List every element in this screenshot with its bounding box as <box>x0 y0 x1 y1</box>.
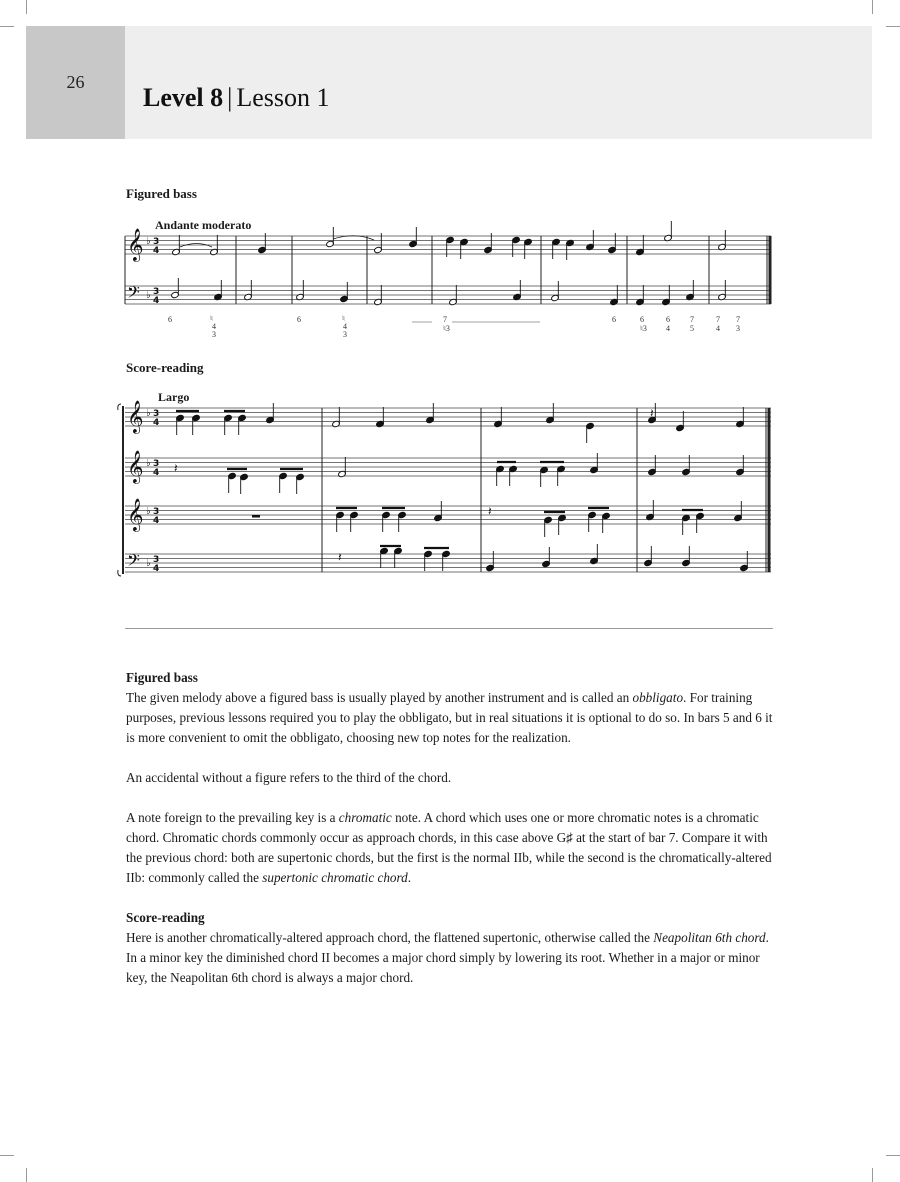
figure-numeral: ♮3 <box>640 324 647 333</box>
figure-numeral: ♮ <box>210 314 213 323</box>
figure-numeral: 4 <box>666 324 670 333</box>
time-signature: 3 <box>153 507 160 517</box>
figure-numeral: 6 <box>168 315 172 324</box>
title-separator: | <box>227 83 233 112</box>
time-signature: 3 <box>153 555 160 565</box>
figured-bass-tempo: Andante moderato <box>155 218 252 232</box>
figure-numeral: 3 <box>343 330 347 339</box>
score-reading-tempo: Largo <box>158 390 190 404</box>
flat-icon: ♭ <box>146 236 151 247</box>
paragraph-neapolitan: Here is another chromatically-altered approach chord, the flattened supertonic, otherwise called the Neapolitan 6th chord. In a minor key the diminished chord II becomes a major chord simply by lowering its root. Whether in a major or minor key, the Neapolitan 6th chord is always a major chord. <box>126 930 769 985</box>
time-signature: 4 <box>153 246 160 256</box>
lesson-title: Lesson 1 <box>236 83 330 112</box>
body-text <box>126 668 776 988</box>
figure-numeral: 6 <box>640 315 644 324</box>
figure-numeral: 6 <box>297 315 301 324</box>
rest-icon: 𝄽 <box>174 461 178 475</box>
flat-icon: ♭ <box>146 458 151 469</box>
figure-numeral: 3 <box>212 330 216 339</box>
paragraph-chromatic: A note foreign to the prevailing key is a chromatic note. A chord which uses one or more chromatic notes is a chromatic chord. Chromatic chords commonly occur as approach chords, in this case above G♯ at the start of bar 7. Compare it with the previous chord: both are supertonic chords, but the first is the normal IIb, while the second is the chromatically-altered IIb: commonly called the supertonic chromatic chord. <box>126 810 772 885</box>
paragraph-obbligato: The given melody above a figured bass is usually played by another instrument and is called an obbligato. For training purposes, previous lessons required you to play the obbligato, but in real situations it is optional to do so. In bars 5 and 6 it is more convenient to omit the obbligato, choosing new top notes for the realization. <box>126 690 773 745</box>
time-signature: 3 <box>153 287 160 297</box>
page-number: 26 <box>26 26 125 139</box>
figure-numeral: 4 <box>343 322 347 331</box>
time-signature: 4 <box>153 564 160 574</box>
time-signature: 3 <box>153 459 160 469</box>
crop-mark <box>872 1168 873 1182</box>
figure-numeral: 6 <box>666 315 670 324</box>
staff-lines <box>125 236 771 572</box>
figure-numeral: 7 <box>736 315 740 324</box>
time-signature: 4 <box>153 418 160 428</box>
rest-icon: 𝄽 <box>650 406 654 420</box>
section-divider <box>125 628 773 629</box>
rest-icon: 𝄽 <box>338 550 342 564</box>
time-signature: 3 <box>153 237 160 247</box>
flat-icon: ♭ <box>146 506 151 517</box>
rest-icon: 𝄽 <box>488 504 492 518</box>
bass-clef-icon: 𝄢 <box>127 282 140 306</box>
flat-icon: ♭ <box>146 558 151 569</box>
figure-numeral: 4 <box>212 322 216 331</box>
figure-numeral: 7 <box>690 315 694 324</box>
crop-mark <box>886 1155 900 1156</box>
figured-bass-heading: Figured bass <box>126 670 198 685</box>
figured-bass-label: Figured bass <box>126 186 197 201</box>
figure-numeral: 3 <box>736 324 740 333</box>
crop-mark <box>0 1155 14 1156</box>
treble-clef-icon: 𝄞 <box>127 228 144 261</box>
bass-clef-icon: 𝄢 <box>127 550 140 574</box>
figure-numeral: ♮ <box>342 314 345 323</box>
bar-lines <box>118 236 770 576</box>
score-reading-heading: Score-reading <box>126 910 205 925</box>
score-reading-label: Score-reading <box>126 360 204 375</box>
time-signature: 3 <box>153 409 160 419</box>
paragraph-accidental: An accidental without a figure refers to the third of the chord. <box>126 770 452 785</box>
time-signature: 4 <box>153 516 160 526</box>
time-signature: 4 <box>153 296 160 306</box>
figures <box>168 314 740 339</box>
treble-clef-icon: 𝄞 <box>127 450 144 483</box>
treble-clef-icon: 𝄞 <box>127 498 144 531</box>
treble-clef-icon: 𝄞 <box>127 400 144 433</box>
notes <box>171 221 749 572</box>
figure-numeral: 7 <box>443 315 447 324</box>
figure-numeral: 7 <box>716 315 720 324</box>
flat-icon: ♭ <box>146 290 151 301</box>
time-signature: 4 <box>153 468 160 478</box>
crop-mark <box>26 1168 27 1182</box>
flat-icon: ♭ <box>146 408 151 419</box>
figure-numeral: 6 <box>612 315 616 324</box>
half-rest-icon <box>252 515 260 518</box>
figure-numeral: ♮3 <box>443 324 450 333</box>
level-title: Level 8 <box>143 83 224 112</box>
figure-numeral: 4 <box>716 324 720 333</box>
clefs <box>127 228 159 574</box>
figure-numeral: 5 <box>690 324 694 333</box>
